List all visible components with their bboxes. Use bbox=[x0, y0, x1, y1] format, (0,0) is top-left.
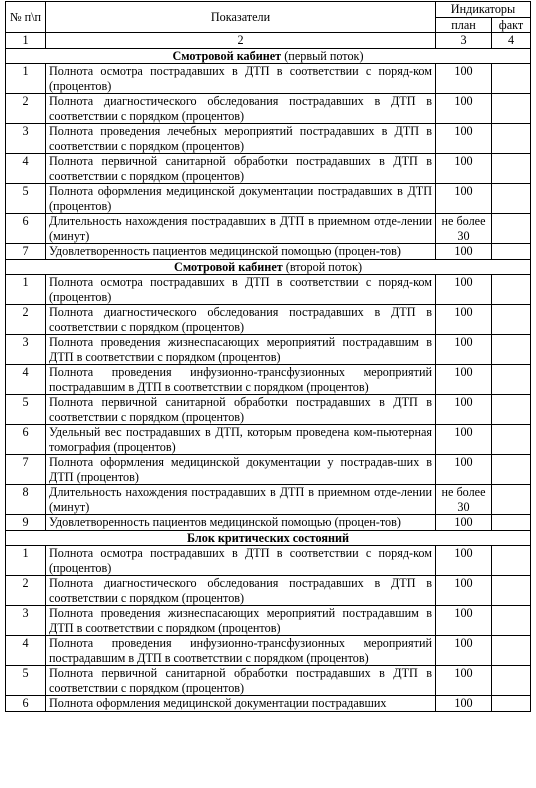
row-indicator-text: Удовлетворенность пациентов медицинской помощью (процен-тов) bbox=[46, 515, 436, 531]
header-fact: факт bbox=[492, 17, 531, 33]
row-indicator-text: Полнота оформления медицинской документации пострадавших в ДТП (процентов) bbox=[46, 184, 436, 214]
indicators-table bbox=[5, 1, 531, 712]
row-indicator-text: Полнота проведения жизнеспасающих мероприятий пострадавшим в ДТП в соответствии с порядком (процентов) bbox=[46, 606, 436, 636]
row-number: 3 bbox=[6, 335, 46, 365]
table-row bbox=[6, 305, 531, 335]
row-plan-value: не более 30 bbox=[436, 485, 492, 515]
row-number: 4 bbox=[6, 636, 46, 666]
row-fact-value bbox=[492, 515, 531, 531]
row-fact-value bbox=[492, 305, 531, 335]
row-plan-value: 100 bbox=[436, 696, 492, 712]
row-plan-value: 100 bbox=[436, 365, 492, 395]
row-fact-value bbox=[492, 64, 531, 94]
section-title-bold: Смотровой кабинет bbox=[172, 48, 282, 63]
section-title bbox=[6, 48, 531, 64]
col-number-2: 2 bbox=[46, 33, 436, 49]
row-fact-value bbox=[492, 365, 531, 395]
row-indicator-text: Полнота диагностического обследования пострадавших в ДТП в соответствии с порядком (процентов) bbox=[46, 576, 436, 606]
row-plan-value: 100 bbox=[436, 94, 492, 124]
table-row bbox=[6, 696, 531, 712]
row-plan-value: не более 30 bbox=[436, 214, 492, 244]
row-indicator-text: Длительность нахождения пострадавших в ДТП в приемном отде-лении (минут) bbox=[46, 485, 436, 515]
header-num: № п\п bbox=[6, 2, 46, 33]
row-number: 6 bbox=[6, 214, 46, 244]
row-indicator-text: Полнота оформления медицинской документации у пострадав-ших в ДТП (процентов) bbox=[46, 455, 436, 485]
section-header-row bbox=[6, 530, 531, 546]
col-number-3: 3 bbox=[436, 33, 492, 49]
row-plan-value: 100 bbox=[436, 515, 492, 531]
row-indicator-text: Полнота проведения инфузионно-трансфузионных мероприятий пострадавшим в ДТП в соответствии с порядком (процентов) bbox=[46, 365, 436, 395]
row-indicator-text: Полнота первичной санитарной обработки пострадавших в ДТП в соответствии с порядком (процентов) bbox=[46, 666, 436, 696]
table-row bbox=[6, 244, 531, 260]
row-number: 6 bbox=[6, 696, 46, 712]
row-number: 5 bbox=[6, 184, 46, 214]
row-number: 2 bbox=[6, 94, 46, 124]
row-fact-value bbox=[492, 94, 531, 124]
table-row bbox=[6, 275, 531, 305]
row-fact-value bbox=[492, 154, 531, 184]
row-indicator-text: Удовлетворенность пациентов медицинской помощью (процен-тов) bbox=[46, 244, 436, 260]
row-fact-value bbox=[492, 425, 531, 455]
section-title-bold: Смотровой кабинет bbox=[174, 259, 283, 274]
row-number: 1 bbox=[6, 546, 46, 576]
row-number: 1 bbox=[6, 64, 46, 94]
row-indicator-text: Полнота проведения инфузионно-трансфузионных мероприятий пострадавшим в ДТП в соответствии с порядком (процентов) bbox=[46, 636, 436, 666]
indicators-table-body bbox=[6, 2, 531, 712]
row-fact-value bbox=[492, 124, 531, 154]
table-row bbox=[6, 576, 531, 606]
row-indicator-text: Длительность нахождения пострадавших в ДТП в приемном отде-лении (минут) bbox=[46, 214, 436, 244]
row-plan-value: 100 bbox=[436, 244, 492, 260]
col-number-1: 1 bbox=[6, 33, 46, 49]
section-header-row bbox=[6, 259, 531, 275]
section-title bbox=[6, 530, 531, 546]
table-row bbox=[6, 154, 531, 184]
row-indicator-text: Полнота диагностического обследования пострадавших в ДТП в соответствии с порядком (процентов) bbox=[46, 94, 436, 124]
row-plan-value: 100 bbox=[436, 305, 492, 335]
row-fact-value bbox=[492, 184, 531, 214]
row-indicator-text: Полнота оформления медицинской документации пострадавших bbox=[46, 696, 436, 712]
header-indicators: Показатели bbox=[46, 2, 436, 33]
table-row bbox=[6, 124, 531, 154]
table-row bbox=[6, 425, 531, 455]
row-plan-value: 100 bbox=[436, 184, 492, 214]
row-number: 5 bbox=[6, 395, 46, 425]
row-number: 6 bbox=[6, 425, 46, 455]
table-row bbox=[6, 335, 531, 365]
row-plan-value: 100 bbox=[436, 666, 492, 696]
row-fact-value bbox=[492, 546, 531, 576]
row-plan-value: 100 bbox=[436, 124, 492, 154]
table-row bbox=[6, 395, 531, 425]
table-row bbox=[6, 636, 531, 666]
row-fact-value bbox=[492, 696, 531, 712]
row-number: 1 bbox=[6, 275, 46, 305]
table-row bbox=[6, 94, 531, 124]
row-indicator-text: Полнота диагностического обследования пострадавших в ДТП в соответствии с порядком (процентов) bbox=[46, 305, 436, 335]
row-fact-value bbox=[492, 606, 531, 636]
row-plan-value: 100 bbox=[436, 576, 492, 606]
table-row bbox=[6, 485, 531, 515]
table-row bbox=[6, 184, 531, 214]
row-number: 9 bbox=[6, 515, 46, 531]
row-indicator-text: Полнота осмотра пострадавших в ДТП в соответствии с поряд-ком (процентов) bbox=[46, 64, 436, 94]
header-plan: план bbox=[436, 17, 492, 33]
row-plan-value: 100 bbox=[436, 425, 492, 455]
section-title-rest: (первый поток) bbox=[281, 48, 364, 63]
table-row bbox=[6, 546, 531, 576]
row-fact-value bbox=[492, 455, 531, 485]
row-plan-value: 100 bbox=[436, 335, 492, 365]
table-row bbox=[6, 666, 531, 696]
table-row bbox=[6, 365, 531, 395]
row-indicator-text: Полнота первичной санитарной обработки пострадавших в ДТП в соответствии с порядком (процентов) bbox=[46, 154, 436, 184]
row-plan-value: 100 bbox=[436, 275, 492, 305]
section-title-bold: Блок критических состояний bbox=[187, 530, 350, 545]
table-row bbox=[6, 64, 531, 94]
row-number: 2 bbox=[6, 305, 46, 335]
row-plan-value: 100 bbox=[436, 606, 492, 636]
row-fact-value bbox=[492, 214, 531, 244]
row-fact-value bbox=[492, 485, 531, 515]
row-plan-value: 100 bbox=[436, 455, 492, 485]
table-row bbox=[6, 515, 531, 531]
row-fact-value bbox=[492, 636, 531, 666]
table-row bbox=[6, 606, 531, 636]
row-plan-value: 100 bbox=[436, 546, 492, 576]
row-plan-value: 100 bbox=[436, 64, 492, 94]
row-indicator-text: Полнота осмотра пострадавших в ДТП в соответствии с поряд-ком (процентов) bbox=[46, 275, 436, 305]
row-indicator-text: Полнота проведения жизнеспасающих мероприятий пострадавшим в ДТП в соответствии с порядком (процентов) bbox=[46, 335, 436, 365]
table-row bbox=[6, 455, 531, 485]
row-fact-value bbox=[492, 335, 531, 365]
row-fact-value bbox=[492, 275, 531, 305]
column-numbers-row bbox=[6, 33, 531, 49]
row-indicator-text: Полнота осмотра пострадавших в ДТП в соответствии с поряд-ком (процентов) bbox=[46, 546, 436, 576]
row-indicator-text: Удельный вес пострадавших в ДТП, которым проведена ком-пьютерная томография (процентов) bbox=[46, 425, 436, 455]
row-fact-value bbox=[492, 576, 531, 606]
row-number: 7 bbox=[6, 455, 46, 485]
row-number: 4 bbox=[6, 154, 46, 184]
row-indicator-text: Полнота проведения лечебных мероприятий пострадавших в ДТП в соответствии с порядком (процентов) bbox=[46, 124, 436, 154]
row-number: 2 bbox=[6, 576, 46, 606]
header-indicator-group: Индикаторы bbox=[436, 2, 531, 18]
section-title bbox=[6, 259, 531, 275]
row-number: 8 bbox=[6, 485, 46, 515]
col-number-4: 4 bbox=[492, 33, 531, 49]
row-number: 3 bbox=[6, 124, 46, 154]
row-number: 5 bbox=[6, 666, 46, 696]
row-number: 3 bbox=[6, 606, 46, 636]
row-fact-value bbox=[492, 395, 531, 425]
row-number: 7 bbox=[6, 244, 46, 260]
section-header-row bbox=[6, 48, 531, 64]
row-plan-value: 100 bbox=[436, 154, 492, 184]
row-number: 4 bbox=[6, 365, 46, 395]
row-plan-value: 100 bbox=[436, 636, 492, 666]
table-row bbox=[6, 214, 531, 244]
header-row bbox=[6, 2, 531, 18]
row-plan-value: 100 bbox=[436, 395, 492, 425]
row-fact-value bbox=[492, 244, 531, 260]
row-fact-value bbox=[492, 666, 531, 696]
row-indicator-text: Полнота первичной санитарной обработки пострадавших в ДТП в соответствии с порядком (процентов) bbox=[46, 395, 436, 425]
section-title-rest: (второй поток) bbox=[282, 259, 362, 274]
